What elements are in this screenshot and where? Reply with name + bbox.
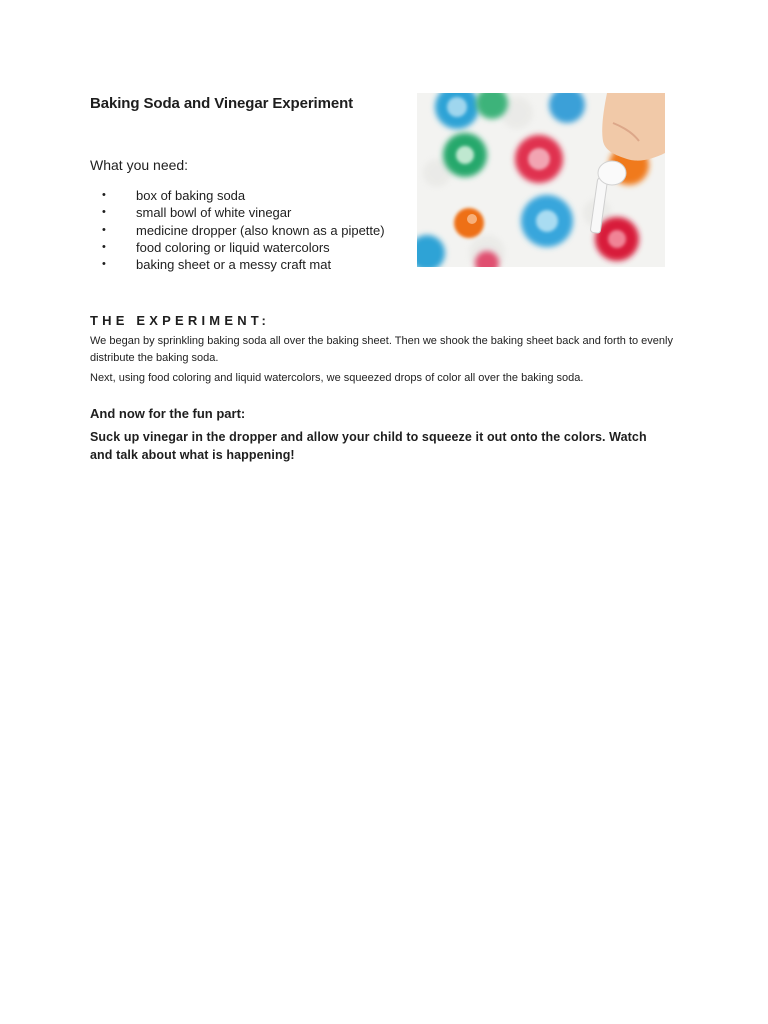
bullet-icon: • — [102, 223, 106, 236]
bullet-icon: • — [102, 240, 106, 253]
experiment-paragraph: Next, using food coloring and liquid watercolors, we squeezed drops of color all over the baking soda. — [90, 372, 584, 384]
list-item: • baking sheet or a messy craft mat — [102, 257, 332, 273]
list-item: • box of baking soda — [102, 188, 246, 203]
list-item: • medicine dropper (also known as a pipette) — [102, 222, 385, 238]
fun-text: Suck up vinegar in the dropper and allow your child to squeeze it out onto the colors. Watch and talk about what is happening! — [90, 430, 647, 462]
experiment-photo — [417, 93, 665, 267]
list-item: • small bowl of white vinegar — [102, 205, 292, 221]
list-item: • food coloring or liquid watercolors — [102, 239, 330, 255]
blue-splotch — [521, 195, 573, 247]
bullet-icon: • — [102, 206, 106, 219]
fun-heading: And now for the fun part: — [90, 406, 246, 421]
pink-splotch — [515, 135, 563, 183]
needs-heading: What you need: — [90, 157, 189, 173]
bullet-icon: • — [102, 258, 106, 271]
green-splotch — [443, 133, 487, 177]
orange-splotch — [454, 208, 484, 238]
bullet-icon: • — [102, 189, 106, 201]
needs-list — [90, 187, 420, 273]
experiment-heading: THE EXPERIMENT: — [90, 313, 271, 328]
hand-illustration — [602, 93, 665, 161]
experiment-photo-illustration — [417, 93, 665, 267]
document-title: Baking Soda and Vinegar Experiment — [90, 95, 354, 112]
experiment-paragraph: We began by sprinkling baking soda all over the baking sheet. Then we shook the baking sheet back and forth to evenly distribute the baking soda. — [90, 335, 673, 364]
